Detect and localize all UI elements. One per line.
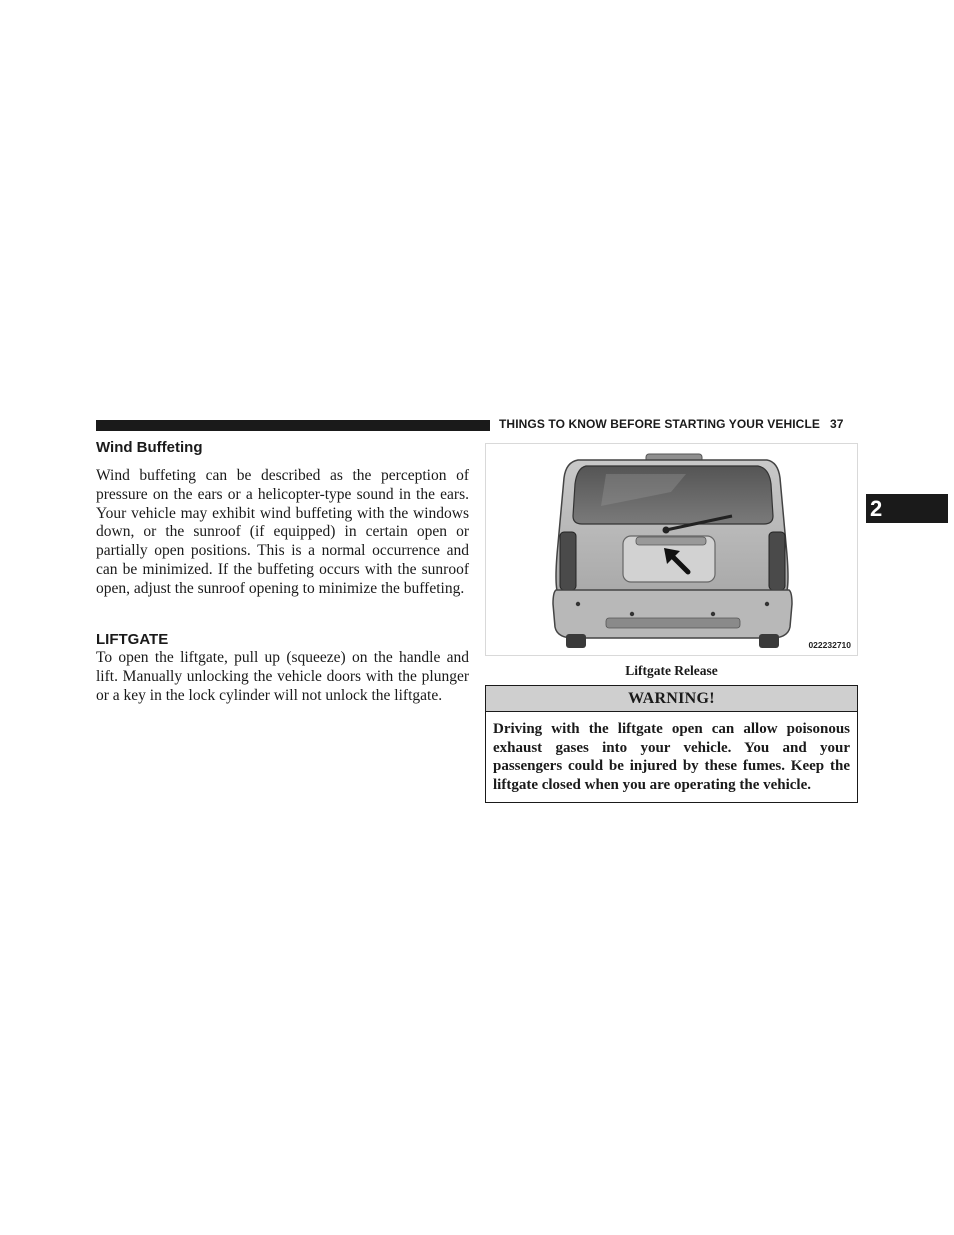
running-header xyxy=(499,417,844,431)
vehicle-rear-illustration xyxy=(486,444,858,656)
warning-heading: WARNING! xyxy=(486,686,857,712)
figure-code: 022232710 xyxy=(808,640,851,650)
page-number: 37 xyxy=(829,417,844,431)
section-title-wind-buffeting: Wind Buffeting xyxy=(96,439,203,456)
liftgate-figure xyxy=(485,443,858,656)
chapter-tab: 2 xyxy=(866,494,948,523)
running-title: THINGS TO KNOW BEFORE STARTING YOUR VEHICLE xyxy=(499,417,820,431)
section-title-liftgate: LIFTGATE xyxy=(96,631,169,648)
figure-caption: Liftgate Release xyxy=(625,663,718,678)
warning-box xyxy=(485,685,858,803)
warning-text: Driving with the liftgate open can allow poisonous exhaust gases into your vehicle. You and your passengers could be injured by these fumes. Keep the liftgate closed when you are operating the vehicle. xyxy=(493,721,850,794)
paragraph-liftgate: To open the liftgate, pull up (squeeze) on the handle and lift. Manually unlocking the vehicle doors with the plunger or a key in the lock cylinder will not unlock the liftgate. xyxy=(96,649,469,704)
paragraph-wind-buffeting: Wind buffeting can be described as the perception of pressure on the ears or a helicopter-type sound in the ears. Your vehicle may exhibit wind buffeting with the windows down, or the sunroof (if equipped) in certain open or partially open positions. This is a normal occurrence and can be minimized. If the buffeting occurs with the sunroof open, adjust the sunroof opening to minimize the buffeting. xyxy=(96,467,469,597)
header-bar xyxy=(96,420,490,431)
